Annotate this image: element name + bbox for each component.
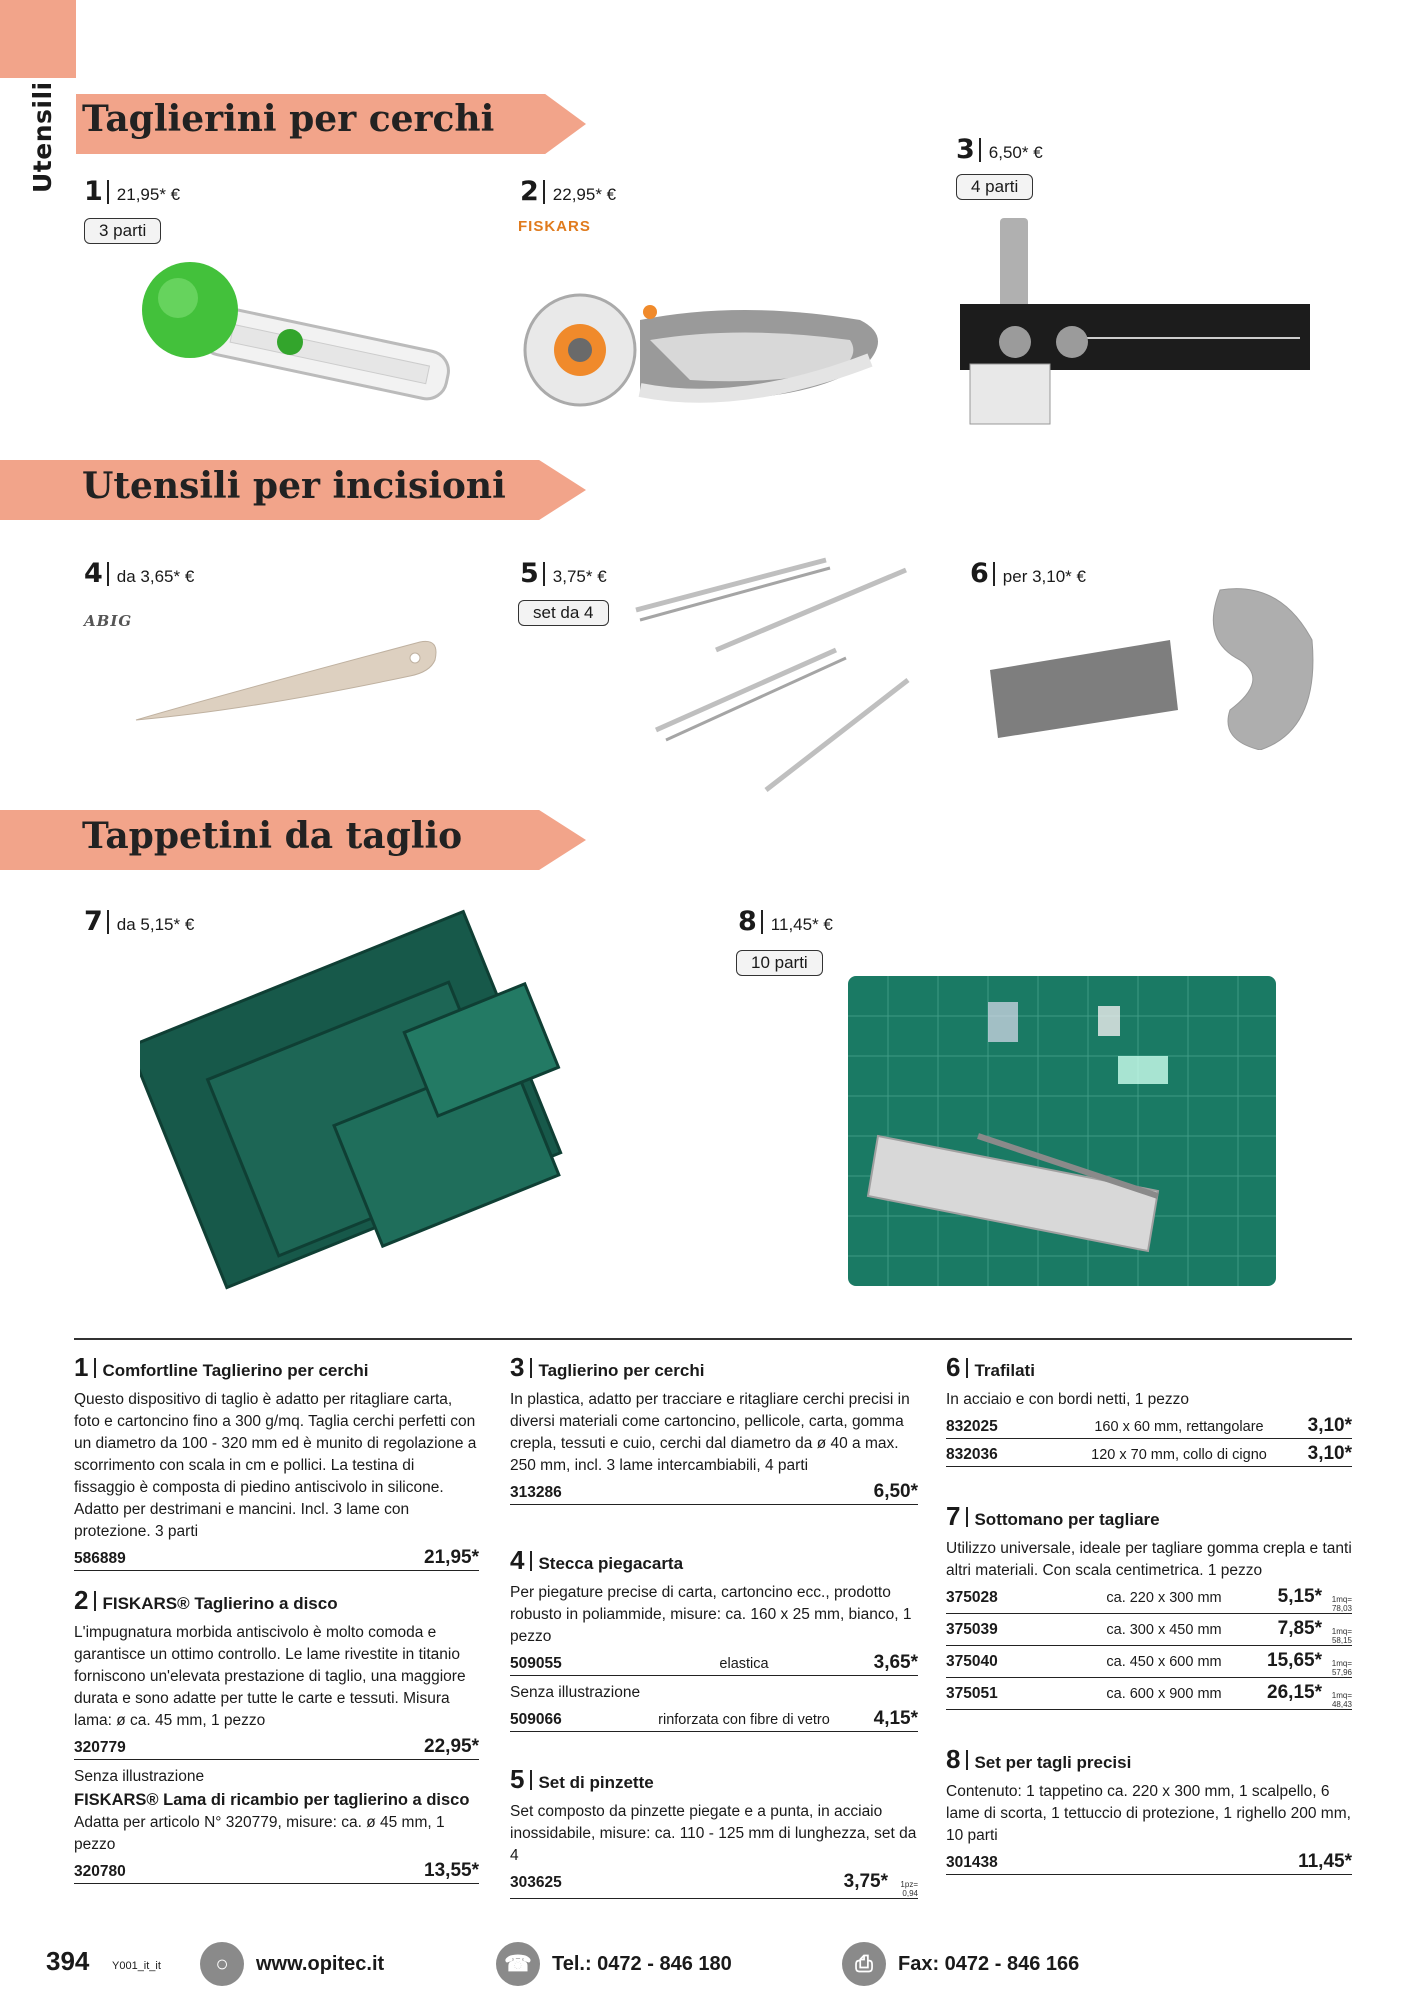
fax-icon: ⎙ xyxy=(842,1942,886,1986)
divider xyxy=(74,1338,1352,1340)
brand-fiskars: FISKARS xyxy=(518,218,591,235)
item-tag-7: 7 da 5,15* € xyxy=(84,906,195,937)
footer xyxy=(0,1940,1416,1990)
item-tag-2: 2 22,95* € xyxy=(520,176,617,207)
details-column-3 xyxy=(946,1352,1352,1889)
product-row: 586889 21,95* xyxy=(74,1543,479,1571)
product-row: 320779 22,95* xyxy=(74,1732,479,1760)
footer-tel[interactable]: ☎ Tel.: 0472 - 846 180 xyxy=(496,1942,732,1986)
circle-cutter-image xyxy=(120,258,460,418)
section-title-3: Tappetini da taglio xyxy=(82,815,463,857)
corner-tab xyxy=(0,0,76,78)
footer-web[interactable]: ○ www.opitec.it xyxy=(200,1942,384,1986)
rotary-cutter-image xyxy=(520,280,890,420)
details-column-2 xyxy=(510,1352,918,1913)
tweezers-image xyxy=(626,550,916,800)
product-row: 375028 ca. 220 x 300 mm 5,15* 1mq= 78,03 xyxy=(946,1582,1352,1614)
item-pill-3: 4 parti xyxy=(956,174,1033,200)
burnishers-image xyxy=(990,580,1320,750)
product-row: 375039 ca. 300 x 450 mm 7,85* 1mq= 58,15 xyxy=(946,1614,1352,1646)
product-row: 320780 13,55* xyxy=(74,1856,479,1884)
product-block-1: 1 Comfortline Taglierino per cerchi Questo dispositivo di taglio è adatto per ritagliare carta, foto e cartoncino fino a 300 g/mq. Taglia cerchi perfetti con un diametro da 100 - 320 mm ed è munito di regolazione a scorrimento con scala in cm e pollici. La testina di fissaggio è composta di piedino antiscivolo in silicone. Adatto per destrimani e mancini. Incl. 3 lame con protezione. 3 parti 586889 21,95* xyxy=(74,1352,479,1571)
product-row: 375051 ca. 600 x 900 mm 26,15* 1mq= 48,43 xyxy=(946,1678,1352,1710)
catalog-code: Y001_it_it xyxy=(112,1960,161,1972)
section-title-2: Utensili per incisioni xyxy=(82,465,506,507)
item-pill-1: 3 parti xyxy=(84,218,161,244)
product-row: 509066 rinforzata con fibre di vetro 4,15* xyxy=(510,1704,918,1732)
product-row: 375040 ca. 450 x 600 mm 15,65* 1mq= 57,96 xyxy=(946,1646,1352,1678)
product-row: 313286 6,50* xyxy=(510,1477,918,1505)
product-block-5: 5 Set di pinzette Set composto da pinzette piegate e a punta, in acciaio inossidabile, misure: ca. 110 - 125 mm di lunghezza, set da 4 303625 3,75* 1pz= 0,94 xyxy=(510,1764,918,1898)
item-tag-5: 5 3,75* € xyxy=(520,558,607,589)
item-tag-3: 3 6,50* € xyxy=(956,134,1043,165)
product-row: 832036 120 x 70 mm, collo di cigno 3,10* xyxy=(946,1439,1352,1467)
mouse-icon: ○ xyxy=(200,1942,244,1986)
cutting-mats-image xyxy=(140,895,630,1315)
product-block-7: 7 Sottomano per tagliare Utilizzo universale, ideale per tagliare gomma crepla e tanti altri materiali. Con scala centimetrica. 1 pezzo 375028 ca. 220 x 300 mm 5,15* 1mq= 78,03 375039 ca. 300 x 450 mm 7,85* 1mq= 58,15 375040 ca. 450 x 600 mm 15,65* 1mq= 57,96 375051 ca. 600 x 900 mm 26,15* 1mq= 48,43 xyxy=(946,1501,1352,1709)
product-row: 303625 3,75* 1pz= 0,94 xyxy=(510,1867,918,1899)
product-row: 509055 elastica 3,65* xyxy=(510,1648,918,1676)
precision-cutting-set-image xyxy=(848,976,1276,1286)
product-row: 832025 160 x 60 mm, rettangolare 3,10* xyxy=(946,1411,1352,1439)
side-label: Utensili xyxy=(28,81,57,193)
phone-icon: ☎ xyxy=(496,1942,540,1986)
product-block-4: 4 Stecca piegacarta Per piegature precise di carta, cartoncino ecc., prodotto robusto in poliammide, misure: ca. 160 x 25 mm, bianco, 1 pezzo 509055 elastica 3,65* Senza illustrazione 509066 rinforzata con fibre di vetro 4,15* xyxy=(510,1545,918,1732)
page-number: 394 xyxy=(46,1946,90,1976)
product-row: 301438 11,45* xyxy=(946,1847,1352,1875)
details-column-1 xyxy=(74,1352,479,1898)
item-tag-1: 1 21,95* € xyxy=(84,176,181,207)
item-tag-8: 8 11,45* € xyxy=(738,906,833,937)
compass-cutter-image xyxy=(960,214,1320,434)
bone-folder-image xyxy=(130,630,450,740)
item-tag-6: 6 per 3,10* € xyxy=(970,558,1086,589)
item-pill-5: set da 4 xyxy=(518,600,609,626)
brand-abig: ABIG xyxy=(84,612,133,630)
product-block-6: 6 Trafilati In acciaio e con bordi netti, 1 pezzo 832025 160 x 60 mm, rettangolare 3,10* 832036 120 x 70 mm, collo di cigno 3,10* xyxy=(946,1352,1352,1467)
item-tag-4: 4 da 3,65* € xyxy=(84,558,195,589)
item-pill-8: 10 parti xyxy=(736,950,823,976)
product-block-8: 8 Set per tagli precisi Contenuto: 1 tappetino ca. 220 x 300 mm, 1 scalpello, 6 lame di scorta, 1 tettuccio di protezione, 1 righello 200 mm, 10 parti 301438 11,45* xyxy=(946,1744,1352,1875)
section-title-1: Taglierini per cerchi xyxy=(82,98,495,140)
product-block-2: 2 FISKARS® Taglierino a disco L'impugnatura morbida antiscivolo è molto comoda e garantisce un ottimo controllo. Le lame rivestite in titanio forniscono un'elevata prestazione di taglio, una maggiore durata e sono adatte per tutte le carte e tessuti. Misura lama: ø ca. 45 mm, 1 pezzo 320779 22,95* Senza illustrazione FISKARS® Lama di ricambio per taglierino a disco Adatta per articolo N° 320779, misure: ca. ø 45 mm, 1 pezzo 320780 13,55* xyxy=(74,1585,479,1884)
footer-fax[interactable]: ⎙ Fax: 0472 - 846 166 xyxy=(842,1942,1079,1986)
product-block-3: 3 Taglierino per cerchi In plastica, adatto per tracciare e ritagliare cerchi precisi in diversi materiali come cartoncino, pellicole, carta, gomma crepla, tessuti e cuio, cerchi dal diametro da ø 40 a max. 250 mm, incl. 3 lame intercambiabili, 4 parti 313286 6,50* xyxy=(510,1352,918,1505)
